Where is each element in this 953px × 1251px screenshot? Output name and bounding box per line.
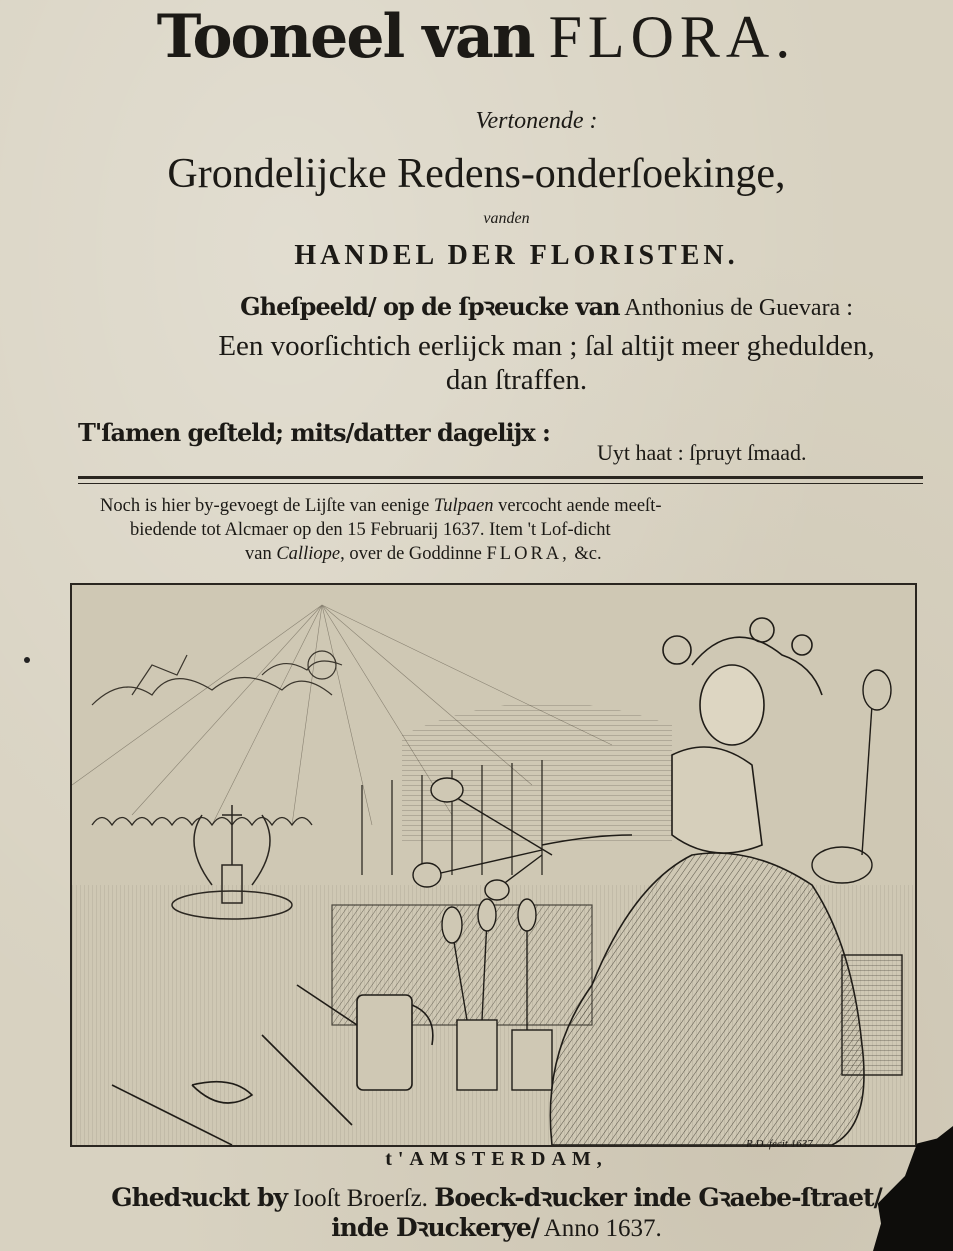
addendum-italic: Calliope — [276, 544, 341, 564]
imprint-line-1 — [0, 1180, 953, 1214]
imprint-line-2 — [0, 1210, 953, 1244]
gespeeld-blackletter: Gheſpeeld/ op de ſpꝛeucke van — [240, 292, 620, 321]
chariot-clouds — [92, 651, 342, 705]
main-heading: Grondelijcke Redens-onderſoekinge, — [167, 151, 786, 197]
uyt-haat-line: Uyt haat : ſpruyt ſmaad. — [597, 440, 807, 465]
motto-line-2: dan ſtraffen. — [445, 364, 588, 396]
addendum-text: vercocht aende meeſt- — [493, 496, 662, 516]
imprint-blackletter: Ghedꝛuckt by — [111, 1183, 287, 1212]
gespeeld-author: Anthonius de Guevara : — [624, 295, 853, 321]
vanden-line: vanden — [483, 210, 530, 227]
addendum-italic: Tulpaen — [433, 496, 494, 516]
flora-figure — [542, 618, 864, 1145]
addendum-line-3 — [100, 542, 920, 566]
addendum-line-2: biedende tot Alcmaer op den 15 Februarij 1637. Item 't Lof-dicht — [130, 520, 611, 540]
motto-line-1: Een voorſichtich eerlijck man ; ſal altijt meer ghedulden, — [218, 330, 875, 362]
ink-spot — [24, 657, 30, 663]
addendum-text: Noch is hier by-gevoegt de Lijſte van eenige — [100, 496, 434, 516]
addendum-paragraph — [100, 494, 920, 566]
addendum-text: van — [245, 544, 277, 564]
addendum-line-1 — [100, 494, 920, 518]
vertonende-line: Vertonende : — [475, 108, 598, 134]
book-title — [0, 2, 953, 72]
imprint-year: Anno 1637. — [543, 1215, 662, 1242]
engraving-illustration — [72, 585, 915, 1145]
divider-rule-thick — [78, 476, 923, 479]
addendum-text: &c. — [569, 544, 602, 564]
engraver-signature: R.D. fecit 1637 — [746, 1138, 813, 1150]
imprint-printer: Iooſt Broerſz. — [293, 1185, 428, 1212]
flora-engraving — [70, 583, 917, 1147]
title-blackletter: Tooneel van — [156, 2, 534, 72]
imprint-blackletter: inde Dꝛuckerye/ — [331, 1213, 539, 1242]
addendum-caps: FLORA, — [486, 544, 570, 564]
tsamen-line: T'ſamen geſteld; mits/datter dagelijx : — [78, 418, 550, 447]
addendum-text: , over de Goddinne — [340, 544, 487, 564]
handel-heading: HANDEL DER FLORISTEN. — [294, 240, 739, 271]
imprint-city: t'AMSTERDAM, — [385, 1148, 608, 1170]
imprint-blackletter: Boeck-dꝛucker inde Gꝛaebe-ſtraet/ — [434, 1183, 882, 1212]
title-flora: FLORA. — [548, 4, 797, 70]
gespeeld-line — [0, 290, 953, 323]
divider-rule-thin — [78, 483, 923, 484]
